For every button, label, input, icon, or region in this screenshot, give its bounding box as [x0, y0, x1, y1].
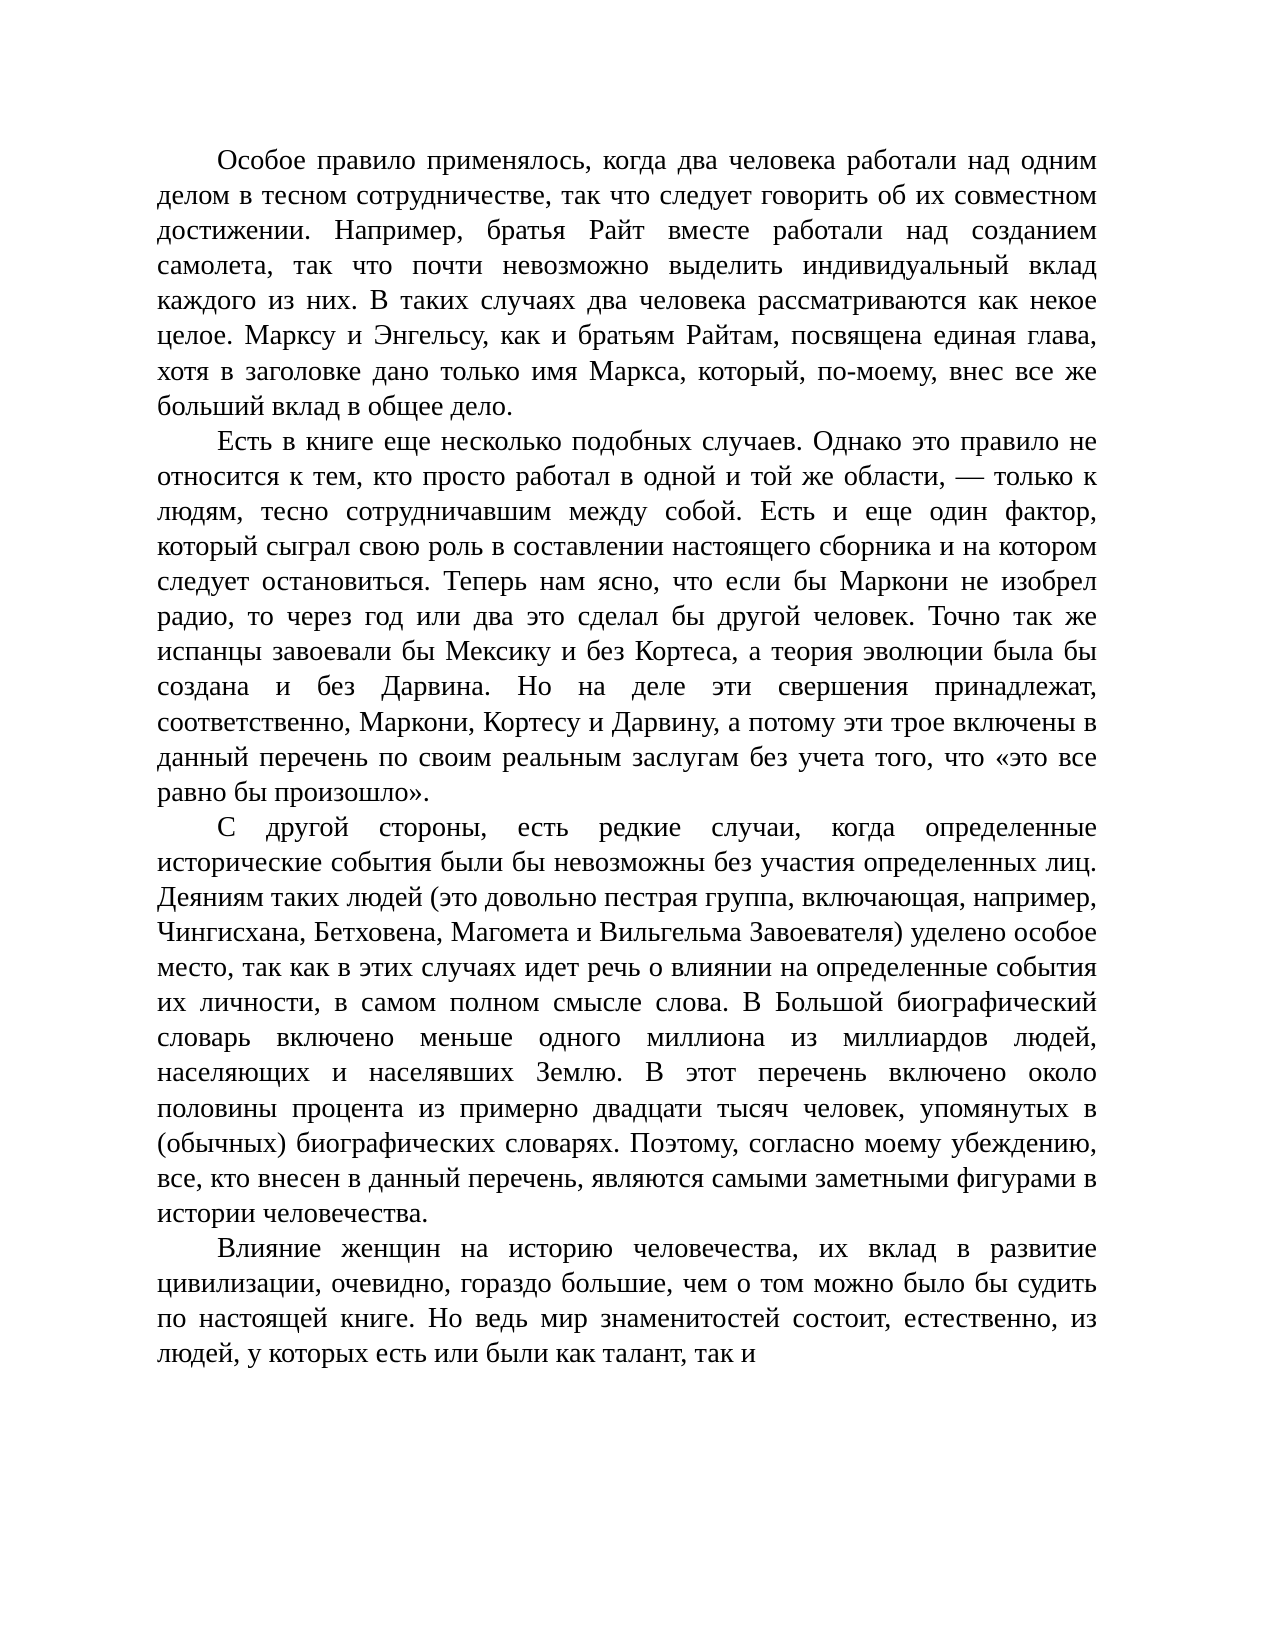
paragraph-2: Есть в книге еще несколько подобных случаев. Однако это правило не относится к тем, кто просто работал в одной и той же области, — только к людям, тесно сотрудничавшим между собой. Есть и еще один фактор, который сыграл свою роль в составлении настоящего сборника и на котором следует остановиться. Теперь нам ясно, что если бы Маркони не изобрел радио, то через год или два это сделал бы другой человек. Точно так же испанцы завоевали бы Мексику и без Кортеса, а теория эволюции была бы создана и без Дарвина. Но на деле эти свершения принадлежат, соответственно, Маркони, Кортесу и Дарвину, а потому эти трое включены в данный перечень по своим реальным заслугам без учета того, что «это все равно бы произошло».	[157, 425, 1097, 808]
body-text	[157, 143, 1097, 1371]
paragraph-1: Особое правило применялось, когда два человека работали над одним делом в тесном сотрудничестве, так что следует говорить об их совместном достижении. Например, братья Райт вместе работали над созданием самолета, так что почти невозможно выделить индивидуальный вклад каждого из них. В таких случаях два человека рассматриваются как некое целое. Марксу и Энгельсу, как и братьям Райтам, посвящена единая глава, хотя в заголовке дано только имя Маркса, который, по-моему, внес все же больший вклад в общее дело.	[157, 145, 1097, 422]
paragraph-3: С другой стороны, есть редкие случаи, когда определенные исторические события были бы невозможны без участия определенных лиц. Деяниям таких людей (это довольно пестрая группа, включающая, например, Чингисхана, Бетховена, Магомета и Вильгельма Завоевателя) уделено особое место, так как в этих случаях идет речь о влиянии на определенные события их личности, в самом полном смысле слова. В Большой биографический словарь включено меньше одного миллиона из миллиардов людей, населяющих и населявших Землю. В этот перечень включено около половины процента из примерно двадцати тысяч человек, упомянутых в (обычных) биографических словарях. Поэтому, согласно моему убеждению, все, кто внесен в данный перечень, являются самыми заметными фигурами в истории человечества.	[157, 811, 1097, 1229]
paragraph-4: Влияние женщин на историю человечества, их вклад в развитие цивилизации, очевидно, гораздо большие, чем о том можно было бы судить по настоящей книге. Но ведь мир знаменитостей состоит, естественно, из людей, у которых есть или были как талант, так и	[157, 1232, 1097, 1370]
